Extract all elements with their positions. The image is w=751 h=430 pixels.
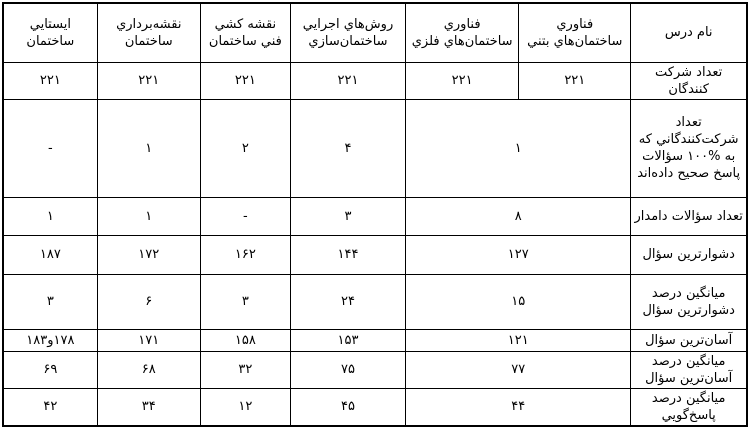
value-cell: ۲۲۱ — [290, 62, 405, 99]
row-easiest-question — [3, 329, 747, 351]
row-participants — [3, 62, 747, 99]
value-cell: ۱۸۷ — [3, 235, 97, 274]
value-cell: ۴۵ — [290, 388, 405, 426]
value-cell: ۶ — [97, 274, 200, 329]
row-label-cell: تعداد سؤالات دامدار — [631, 197, 747, 235]
row-label-cell: تعداد شركت كنندگان — [631, 62, 747, 99]
row-label-cell: تعداد شركت‌كنندگاني كه به %۱۰۰ سؤالات پاسخ صحيح داده‌اند — [631, 99, 747, 197]
value-cell: ۲۲۱ — [3, 62, 97, 99]
value-cell: ۶۹ — [3, 351, 97, 388]
value-cell: ۴ — [290, 99, 405, 197]
value-cell-merged: ۷۷ — [406, 351, 631, 388]
value-cell: ۴۲ — [3, 388, 97, 426]
header-concrete-buildings-tech: فناوري ساختمان‌هاي بتني — [519, 3, 631, 62]
value-cell-merged: ۱ — [406, 99, 631, 197]
value-cell: ۱۴۴ — [290, 235, 405, 274]
header-execution-methods: روش‌هاي اجرايي ساختمان‌سازي — [290, 3, 405, 62]
value-cell: ۱۵۳ — [290, 329, 405, 351]
row-label-cell: دشوارترين سؤال — [631, 235, 747, 274]
value-cell: ۱ — [97, 99, 200, 197]
row-hardest-question — [3, 235, 747, 274]
value-cell: ۲۲۱ — [200, 62, 290, 99]
value-cell-merged: ۱۲۱ — [406, 329, 631, 351]
value-cell: ۲۲۱ — [406, 62, 519, 99]
row-label-cell: ميانگين درصد دشوارترين سؤال — [631, 274, 747, 329]
value-cell: ۱۵۸ — [200, 329, 290, 351]
value-cell-merged: ۱۵ — [406, 274, 631, 329]
value-cell: ۳۲ — [200, 351, 290, 388]
value-cell-merged: ۱۲۷ — [406, 235, 631, 274]
row-label-cell: آسان‌ترين سؤال — [631, 329, 747, 351]
header-technical-drawing: نقشه كشي فني ساختمان — [200, 3, 290, 62]
header-row — [3, 3, 747, 62]
value-cell: ۲۲۱ — [97, 62, 200, 99]
results-table — [2, 2, 748, 427]
value-cell: ۱۷۲ — [97, 235, 200, 274]
value-cell: ۱۲ — [200, 388, 290, 426]
value-cell: - — [3, 99, 97, 197]
row-perfect-scores — [3, 99, 747, 197]
value-cell: ۱۷۸و۱۸۳ — [3, 329, 97, 351]
row-label-cell: ميانگين درصد پاسخ‌گويي — [631, 388, 747, 426]
row-label-cell: ميانگين درصد آسان‌ترين سؤال — [631, 351, 747, 388]
value-cell: ۲۲۱ — [519, 62, 631, 99]
value-cell: ۳ — [3, 274, 97, 329]
value-cell: ۶۸ — [97, 351, 200, 388]
value-cell: ۲ — [200, 99, 290, 197]
header-course-name: نام درس — [631, 3, 747, 62]
value-cell-merged: ۸ — [406, 197, 631, 235]
row-hardest-avg-percent — [3, 274, 747, 329]
value-cell: ۱۷۱ — [97, 329, 200, 351]
row-trap-questions — [3, 197, 747, 235]
value-cell: ۷۵ — [290, 351, 405, 388]
header-statics: ايستايي ساختمان — [3, 3, 97, 62]
value-cell: ۳ — [290, 197, 405, 235]
value-cell: ۲۴ — [290, 274, 405, 329]
value-cell: - — [200, 197, 290, 235]
row-answering-avg-percent — [3, 388, 747, 426]
value-cell: ۳۴ — [97, 388, 200, 426]
value-cell: ۱ — [97, 197, 200, 235]
value-cell: ۱۶۲ — [200, 235, 290, 274]
row-easiest-avg-percent — [3, 351, 747, 388]
value-cell-merged: ۴۴ — [406, 388, 631, 426]
value-cell: ۳ — [200, 274, 290, 329]
value-cell: ۱ — [3, 197, 97, 235]
header-metal-buildings-tech: فناوري ساختمان‌هاي فلزي — [406, 3, 519, 62]
header-surveying: نقشه‌برداري ساختمان — [97, 3, 200, 62]
